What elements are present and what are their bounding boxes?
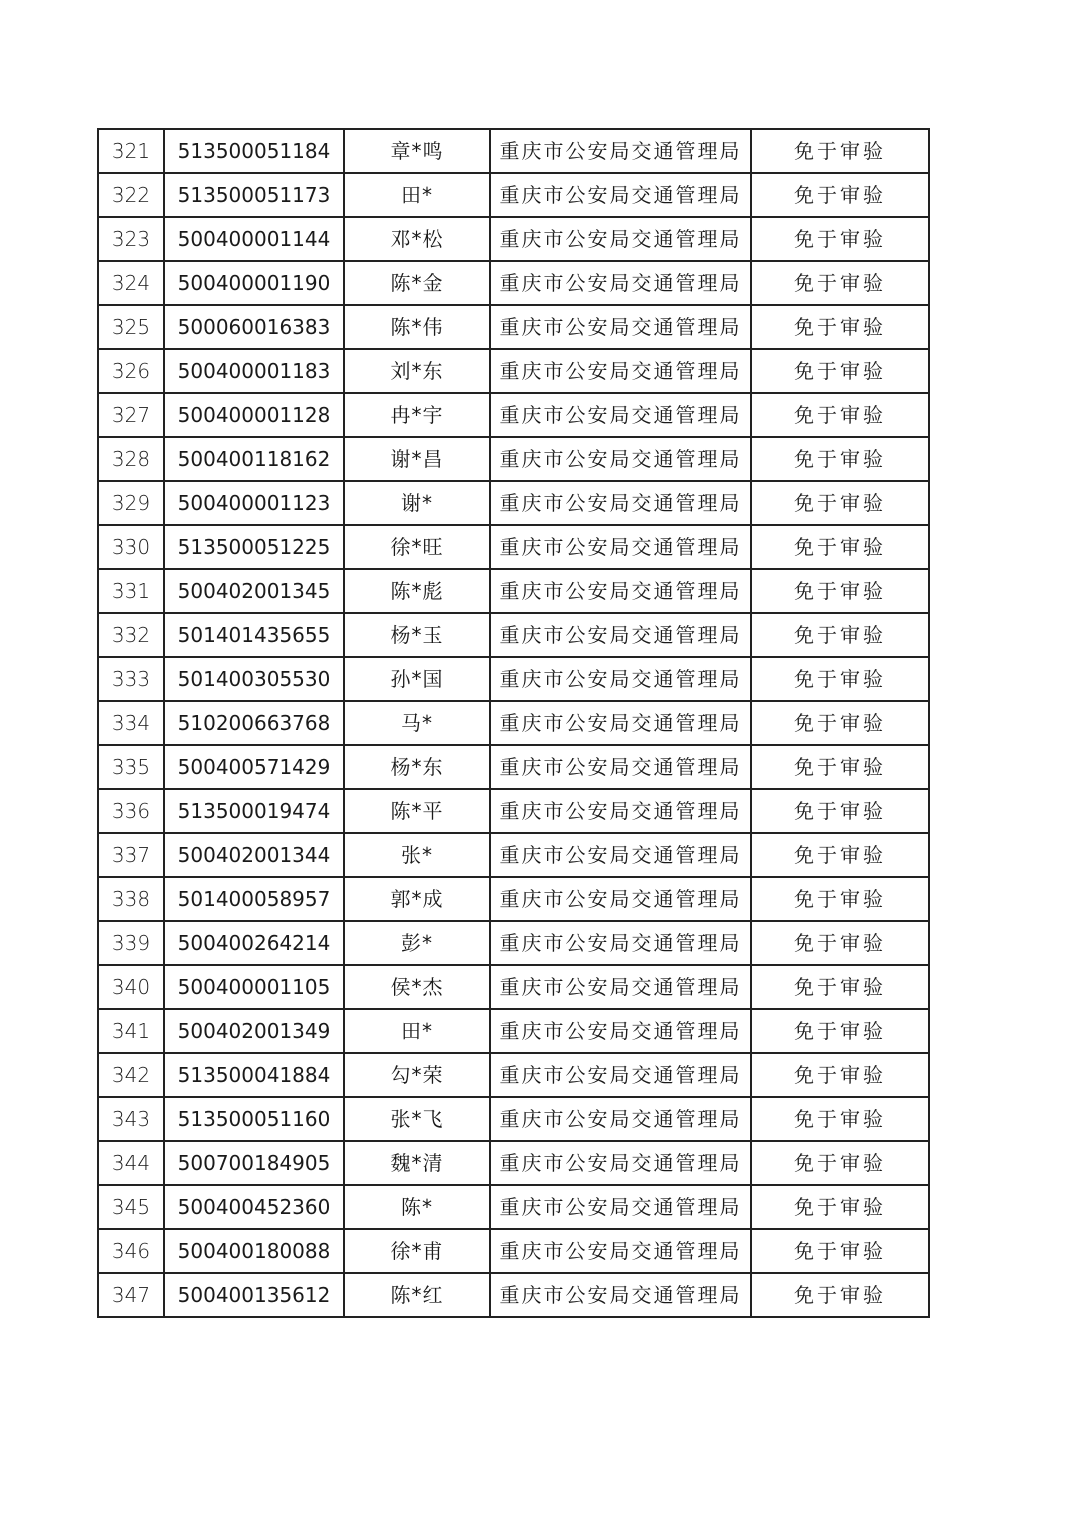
- review-status-cell: 免于审验: [751, 173, 929, 217]
- review-status-cell: 免于审验: [751, 1141, 929, 1185]
- sequence-cell: 332: [98, 613, 164, 657]
- license-number-cell: 510200663768: [164, 701, 344, 745]
- sequence-cell: 344: [98, 1141, 164, 1185]
- review-status-cell: 免于审验: [751, 393, 929, 437]
- license-number-cell: 500402001344: [164, 833, 344, 877]
- table-row: [98, 965, 929, 1009]
- driver-name-cell: 杨*东: [344, 745, 490, 789]
- sequence-cell: 322: [98, 173, 164, 217]
- issuing-authority-cell: 重庆市公安局交通管理局: [490, 569, 751, 613]
- sequence-cell: 324: [98, 261, 164, 305]
- driver-name-cell: 谢*昌: [344, 437, 490, 481]
- sequence-cell: 335: [98, 745, 164, 789]
- review-status-cell: 免于审验: [751, 569, 929, 613]
- license-number-cell: 500400001105: [164, 965, 344, 1009]
- license-number-cell: 501401435655: [164, 613, 344, 657]
- license-number-cell: 500402001345: [164, 569, 344, 613]
- issuing-authority-cell: 重庆市公安局交通管理局: [490, 481, 751, 525]
- driver-name-cell: 陈*金: [344, 261, 490, 305]
- issuing-authority-cell: 重庆市公安局交通管理局: [490, 437, 751, 481]
- driver-name-cell: 陈*红: [344, 1273, 490, 1317]
- driver-name-cell: 勾*荣: [344, 1053, 490, 1097]
- table-row: [98, 833, 929, 877]
- sequence-cell: 329: [98, 481, 164, 525]
- driver-name-cell: 谢*: [344, 481, 490, 525]
- sequence-cell: 340: [98, 965, 164, 1009]
- issuing-authority-cell: 重庆市公安局交通管理局: [490, 1185, 751, 1229]
- issuing-authority-cell: 重庆市公安局交通管理局: [490, 1273, 751, 1317]
- review-status-cell: 免于审验: [751, 745, 929, 789]
- sequence-cell: 333: [98, 657, 164, 701]
- issuing-authority-cell: 重庆市公安局交通管理局: [490, 1097, 751, 1141]
- license-number-cell: 500400452360: [164, 1185, 344, 1229]
- sequence-cell: 345: [98, 1185, 164, 1229]
- issuing-authority-cell: 重庆市公安局交通管理局: [490, 745, 751, 789]
- driver-name-cell: 陈*彪: [344, 569, 490, 613]
- table-row: [98, 305, 929, 349]
- license-number-cell: 500400001183: [164, 349, 344, 393]
- driver-name-cell: 陈*平: [344, 789, 490, 833]
- review-status-cell: 免于审验: [751, 877, 929, 921]
- table-row: [98, 745, 929, 789]
- license-number-cell: 500060016383: [164, 305, 344, 349]
- table-row: [98, 217, 929, 261]
- driver-name-cell: 侯*杰: [344, 965, 490, 1009]
- review-status-cell: 免于审验: [751, 1273, 929, 1317]
- review-status-cell: 免于审验: [751, 965, 929, 1009]
- driver-name-cell: 郭*成: [344, 877, 490, 921]
- review-status-cell: 免于审验: [751, 701, 929, 745]
- license-number-cell: 500400001190: [164, 261, 344, 305]
- issuing-authority-cell: 重庆市公安局交通管理局: [490, 217, 751, 261]
- sequence-cell: 347: [98, 1273, 164, 1317]
- table-row: [98, 173, 929, 217]
- review-status-cell: 免于审验: [751, 217, 929, 261]
- table-row: [98, 437, 929, 481]
- driver-name-cell: 张*: [344, 833, 490, 877]
- sequence-cell: 328: [98, 437, 164, 481]
- issuing-authority-cell: 重庆市公安局交通管理局: [490, 657, 751, 701]
- license-number-cell: 500400571429: [164, 745, 344, 789]
- table-row: [98, 877, 929, 921]
- driver-name-cell: 邓*松: [344, 217, 490, 261]
- review-status-cell: 免于审验: [751, 1229, 929, 1273]
- license-number-cell: 500400264214: [164, 921, 344, 965]
- exemption-table: [97, 128, 930, 1318]
- driver-name-cell: 冉*宇: [344, 393, 490, 437]
- license-number-cell: 513500051173: [164, 173, 344, 217]
- table-row: [98, 349, 929, 393]
- table-row: [98, 701, 929, 745]
- driver-name-cell: 徐*甫: [344, 1229, 490, 1273]
- review-status-cell: 免于审验: [751, 129, 929, 173]
- table-row: [98, 1097, 929, 1141]
- issuing-authority-cell: 重庆市公安局交通管理局: [490, 965, 751, 1009]
- sequence-cell: 334: [98, 701, 164, 745]
- table-row: [98, 1273, 929, 1317]
- table-row: [98, 569, 929, 613]
- driver-name-cell: 张*飞: [344, 1097, 490, 1141]
- issuing-authority-cell: 重庆市公安局交通管理局: [490, 393, 751, 437]
- driver-name-cell: 田*: [344, 173, 490, 217]
- issuing-authority-cell: 重庆市公安局交通管理局: [490, 921, 751, 965]
- review-status-cell: 免于审验: [751, 1009, 929, 1053]
- license-number-cell: 500700184905: [164, 1141, 344, 1185]
- table-body: [98, 129, 929, 1317]
- table-row: [98, 1009, 929, 1053]
- license-number-cell: 500402001349: [164, 1009, 344, 1053]
- sequence-cell: 323: [98, 217, 164, 261]
- review-status-cell: 免于审验: [751, 1053, 929, 1097]
- issuing-authority-cell: 重庆市公安局交通管理局: [490, 1229, 751, 1273]
- driver-name-cell: 田*: [344, 1009, 490, 1053]
- issuing-authority-cell: 重庆市公安局交通管理局: [490, 525, 751, 569]
- table-row: [98, 613, 929, 657]
- issuing-authority-cell: 重庆市公安局交通管理局: [490, 1141, 751, 1185]
- license-number-cell: 500400118162: [164, 437, 344, 481]
- review-status-cell: 免于审验: [751, 1185, 929, 1229]
- driver-name-cell: 孙*国: [344, 657, 490, 701]
- table-row: [98, 525, 929, 569]
- issuing-authority-cell: 重庆市公安局交通管理局: [490, 613, 751, 657]
- review-status-cell: 免于审验: [751, 613, 929, 657]
- license-number-cell: 513500041884: [164, 1053, 344, 1097]
- table-row: [98, 1053, 929, 1097]
- sequence-cell: 336: [98, 789, 164, 833]
- sequence-cell: 326: [98, 349, 164, 393]
- driver-name-cell: 徐*旺: [344, 525, 490, 569]
- issuing-authority-cell: 重庆市公安局交通管理局: [490, 833, 751, 877]
- table-row: [98, 481, 929, 525]
- sequence-cell: 325: [98, 305, 164, 349]
- sequence-cell: 346: [98, 1229, 164, 1273]
- sequence-cell: 337: [98, 833, 164, 877]
- license-number-cell: 513500051160: [164, 1097, 344, 1141]
- review-status-cell: 免于审验: [751, 921, 929, 965]
- table-row: [98, 657, 929, 701]
- review-status-cell: 免于审验: [751, 437, 929, 481]
- table-row: [98, 789, 929, 833]
- issuing-authority-cell: 重庆市公安局交通管理局: [490, 877, 751, 921]
- issuing-authority-cell: 重庆市公安局交通管理局: [490, 789, 751, 833]
- sequence-cell: 338: [98, 877, 164, 921]
- review-status-cell: 免于审验: [751, 305, 929, 349]
- driver-name-cell: 陈*伟: [344, 305, 490, 349]
- issuing-authority-cell: 重庆市公安局交通管理局: [490, 349, 751, 393]
- driver-name-cell: 彭*: [344, 921, 490, 965]
- review-status-cell: 免于审验: [751, 833, 929, 877]
- driver-name-cell: 魏*清: [344, 1141, 490, 1185]
- issuing-authority-cell: 重庆市公安局交通管理局: [490, 1009, 751, 1053]
- review-status-cell: 免于审验: [751, 789, 929, 833]
- sequence-cell: 321: [98, 129, 164, 173]
- license-number-cell: 513500019474: [164, 789, 344, 833]
- sequence-cell: 341: [98, 1009, 164, 1053]
- issuing-authority-cell: 重庆市公安局交通管理局: [490, 701, 751, 745]
- review-status-cell: 免于审验: [751, 525, 929, 569]
- issuing-authority-cell: 重庆市公安局交通管理局: [490, 173, 751, 217]
- table-row: [98, 393, 929, 437]
- sequence-cell: 330: [98, 525, 164, 569]
- sequence-cell: 327: [98, 393, 164, 437]
- license-number-cell: 501400305530: [164, 657, 344, 701]
- review-status-cell: 免于审验: [751, 1097, 929, 1141]
- license-number-cell: 500400001128: [164, 393, 344, 437]
- driver-name-cell: 章*鸣: [344, 129, 490, 173]
- license-number-cell: 513500051225: [164, 525, 344, 569]
- sequence-cell: 343: [98, 1097, 164, 1141]
- table-row: [98, 261, 929, 305]
- review-status-cell: 免于审验: [751, 657, 929, 701]
- driver-name-cell: 陈*: [344, 1185, 490, 1229]
- sequence-cell: 331: [98, 569, 164, 613]
- driver-name-cell: 刘*东: [344, 349, 490, 393]
- license-number-cell: 500400001123: [164, 481, 344, 525]
- sequence-cell: 342: [98, 1053, 164, 1097]
- table-row: [98, 921, 929, 965]
- table-row: [98, 129, 929, 173]
- sequence-cell: 339: [98, 921, 164, 965]
- table-row: [98, 1185, 929, 1229]
- license-number-cell: 513500051184: [164, 129, 344, 173]
- issuing-authority-cell: 重庆市公安局交通管理局: [490, 261, 751, 305]
- license-number-cell: 500400180088: [164, 1229, 344, 1273]
- review-status-cell: 免于审验: [751, 349, 929, 393]
- review-status-cell: 免于审验: [751, 481, 929, 525]
- license-number-cell: 500400135612: [164, 1273, 344, 1317]
- issuing-authority-cell: 重庆市公安局交通管理局: [490, 129, 751, 173]
- table-row: [98, 1141, 929, 1185]
- review-status-cell: 免于审验: [751, 261, 929, 305]
- license-number-cell: 500400001144: [164, 217, 344, 261]
- table-row: [98, 1229, 929, 1273]
- issuing-authority-cell: 重庆市公安局交通管理局: [490, 1053, 751, 1097]
- license-number-cell: 501400058957: [164, 877, 344, 921]
- driver-name-cell: 马*: [344, 701, 490, 745]
- issuing-authority-cell: 重庆市公安局交通管理局: [490, 305, 751, 349]
- driver-name-cell: 杨*玉: [344, 613, 490, 657]
